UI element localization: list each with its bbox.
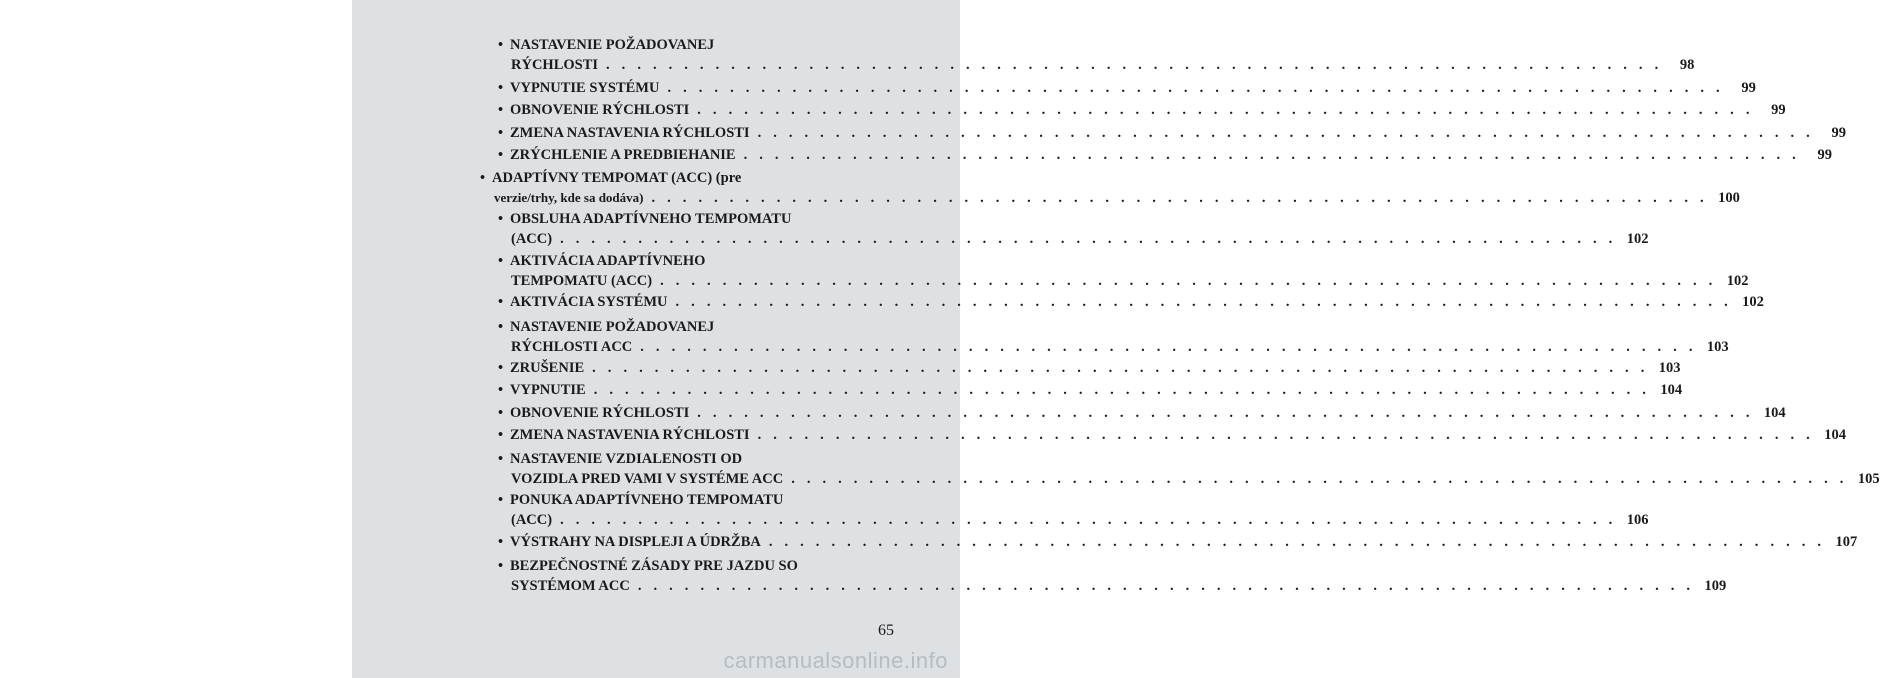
bullet: • [498,253,504,269]
bullet: • [498,294,504,310]
bullet: • [498,451,504,467]
toc-entry[interactable] [498,358,1681,378]
dot-leader: . . . . . . . . . . . . . . . . . . . . . . . . . . . . . . . . . . . . . . . . . . . . . . . . . . . . . . . . . . . . . . . . . . . . [560,231,1617,247]
toc-entry[interactable] [498,100,1786,120]
toc-entry-title-cont: (ACC) [511,231,553,247]
bullet: • [498,147,504,163]
bullet: • [498,558,504,574]
toc-entry[interactable] [498,380,1683,400]
bullet: • [498,125,504,141]
toc-entry-title: ZMENA NASTAVENIA RÝCHLOSTI [510,125,750,141]
dot-leader: . . . . . . . . . . . . . . . . . . . . . . . . . . . . . . . . . . . . . . . . . . . . . . . . . . . . . . . . . . . . . . . . . . . . [743,147,1800,163]
page-number: 65 [878,622,894,639]
toc-page-number: 100 [1718,190,1740,206]
toc-entry-title: BEZPEČNOSTNÉ ZÁSADY PRE JAZDU SO [510,558,798,574]
toc-entry-title: AKTIVÁCIA SYSTÉMU [510,294,668,310]
dot-leader: . . . . . . . . . . . . . . . . . . . . . . . . . . . . . . . . . . . . . . . . . . . . . . . . . . . . . . . . . . . . . . . . . . . . [606,57,1663,73]
toc-page-number: 99 [1741,80,1756,96]
toc-page-number: 102 [1742,294,1764,310]
toc-entry[interactable] [498,251,1749,291]
toc-entry[interactable] [498,425,1846,445]
toc-entry-title-cont: (ACC) [511,512,553,528]
toc-entry-title: ZMENA NASTAVENIA RÝCHLOSTI [510,427,750,443]
toc-page-number: 104 [1660,382,1683,398]
watermark: carmanualsonline.info [723,648,948,673]
toc-entry[interactable] [498,209,1649,249]
toc-entry[interactable] [498,449,1880,489]
toc-page-number: 109 [1704,578,1727,594]
bullet: • [498,360,504,376]
toc-entry[interactable] [498,490,1649,530]
toc-entry[interactable] [498,78,1756,98]
dot-leader: . . . . . . . . . . . . . . . . . . . . . . . . . . . . . . . . . . . . . . . . . . . . . . . . . . . . . . . . . . . . . . . . . . . . [660,273,1717,289]
toc-entry-title: OBNOVENIE RÝCHLOSTI [510,102,690,118]
bullet: • [498,319,504,335]
toc-entry-title: OBNOVENIE RÝCHLOSTI [510,405,690,421]
bullet: • [498,102,504,118]
manual-page [352,0,1880,678]
toc-entry-title: ZRÝCHLENIE A PREDBIEHANIE [510,147,736,163]
toc-page-number: 105 [1857,471,1880,487]
toc-entry[interactable] [498,292,1764,312]
toc-entry-title: AKTIVÁCIA ADAPTÍVNEHO [510,253,706,269]
toc-page-number: 99 [1817,147,1832,163]
blank-left-area [0,0,352,678]
toc-entry-title-cont: SYSTÉMOM ACC [511,578,630,594]
dot-leader: . . . . . . . . . . . . . . . . . . . . . . . . . . . . . . . . . . . . . . . . . . . . . . . . . . . . . . . . . . . . . . . . . . . . [637,578,1695,594]
toc-entry-section[interactable] [480,168,1740,208]
toc-entry[interactable] [498,556,1727,596]
toc-page-number: 102 [1626,231,1649,247]
bullet: • [498,405,504,421]
toc-entry-title: VYPNUTIE SYSTÉMU [510,80,660,96]
toc-entry[interactable] [498,145,1832,165]
toc-entry[interactable] [498,317,1729,357]
toc-page-number: 106 [1626,512,1649,528]
bullet: • [498,80,504,96]
dot-leader: . . . . . . . . . . . . . . . . . . . . . . . . . . . . . . . . . . . . . . . . . . . . . . . . . . . . . . . . . . . . . . . . . . . . [593,382,1651,398]
toc-entry-title-cont: TEMPOMATU (ACC) [511,273,653,289]
toc-entry-title-cont: VOZIDLA PRED VAMI V SYSTÉME ACC [511,471,784,487]
toc-entry-title-cont: RÝCHLOSTI [511,57,599,73]
bullet: • [498,534,504,550]
toc-page-number: 99 [1831,125,1846,141]
bullet: • [480,170,486,186]
bullet: • [498,211,504,227]
toc-entry-title: OBSLUHA ADAPTÍVNEHO TEMPOMATU [510,211,792,227]
bullet: • [498,382,504,398]
toc-page-number: 99 [1771,102,1786,118]
toc-entry[interactable] [498,403,1786,423]
dot-leader: . . . . . . . . . . . . . . . . . . . . . . . . . . . . . . . . . . . . . . . . . . . . . . . . . . . . . . . . . . . . . . . . . . . . [592,360,1649,376]
toc-entry-title: VÝSTRAHY NA DISPLEJI A ÚDRŽBA [510,534,761,550]
dot-leader: . . . . . . . . . . . . . . . . . . . . . . . . . . . . . . . . . . . . . . . . . . . . . . . . . . . . . . . . . . . . . . . . . . . . [697,102,1754,118]
toc-page-number: 104 [1824,427,1846,443]
bullet: • [498,492,504,508]
table-of-contents [352,0,1880,678]
toc-entry-title: NASTAVENIE VZDIALENOSTI OD [510,451,743,467]
toc-page-number: 98 [1679,57,1695,73]
toc-page-number: 104 [1763,405,1786,421]
bullet: • [498,427,504,443]
dot-leader: . . . . . . . . . . . . . . . . . . . . . . . . . . . . . . . . . . . . . . . . . . . . . . . . . . . . . . . . . . . . . . . . . . . . [757,125,1814,141]
toc-entry-title: ZRUŠENIE [510,360,585,376]
dot-leader: . . . . . . . . . . . . . . . . . . . . . . . . . . . . . . . . . . . . . . . . . . . . . . . . . . . . . . . . . . . . . . . . . . . . [675,294,1732,310]
dot-leader: . . . . . . . . . . . . . . . . . . . . . . . . . . . . . . . . . . . . . . . . . . . . . . . . . . . . . . . . . . . . . . . . . . . . [667,80,1724,96]
toc-entry-title-cont: RÝCHLOSTI ACC [511,339,633,355]
dot-leader: . . . . . . . . . . . . . . . . . . . . . . . . . . . . . . . . . . . . . . . . . . . . . . . . . . . . . . . . . . . . . . . . . . . . [757,427,1814,443]
toc-entry-title: NASTAVENIE POŽADOVANEJ [510,37,715,53]
dot-leader: . . . . . . . . . . . . . . . . . . . . . . . . . . . . . . . . . . . . . . . . . . . . . . . . . . . . . . . . . . . . . . . . . . . . [697,405,1754,421]
toc-entry[interactable] [498,35,1695,75]
toc-page-number: 102 [1726,273,1749,289]
toc-entry[interactable] [498,532,1858,552]
toc-entry[interactable] [498,123,1846,143]
toc-entry-title: VYPNUTIE [510,382,586,398]
toc-page-number: 103 [1706,339,1729,355]
dot-leader: . . . . . . . . . . . . . . . . . . . . . . . . . . . . . . . . . . . . . . . . . . . . . . . . . . . . . . . . . . . . . . . . . . . . [768,534,1826,550]
dot-leader: . . . . . . . . . . . . . . . . . . . . . . . . . . . . . . . . . . . . . . . . . . . . . . . . . . . . . . . . . . . . . . . . . . . . [560,512,1617,528]
toc-entry-title: ADAPTÍVNY TEMPOMAT (ACC) (pre [492,170,742,186]
toc-entry-title: PONUKA ADAPTÍVNEHO TEMPOMATU [510,492,784,508]
dot-leader: . . . . . . . . . . . . . . . . . . . . . . . . . . . . . . . . . . . . . . . . . . . . . . . . . . . . . . . . . . . . . . . . . . . . [791,471,1848,487]
toc-page-number: 107 [1835,534,1858,550]
toc-entry-title: NASTAVENIE POŽADOVANEJ [510,319,715,335]
toc-page-number: 103 [1658,360,1681,376]
dot-leader: . . . . . . . . . . . . . . . . . . . . . . . . . . . . . . . . . . . . . . . . . . . . . . . . . . . . . . . . . . . . . . . . . . . . [640,339,1697,355]
bullet: • [498,37,504,53]
toc-entry-title-cont: verzie/trhy, kde sa dodáva) [494,190,644,205]
dot-leader: . . . . . . . . . . . . . . . . . . . . . . . . . . . . . . . . . . . . . . . . . . . . . . . . . . . . . . . . . . . . . . . . . . . . [651,190,1708,206]
